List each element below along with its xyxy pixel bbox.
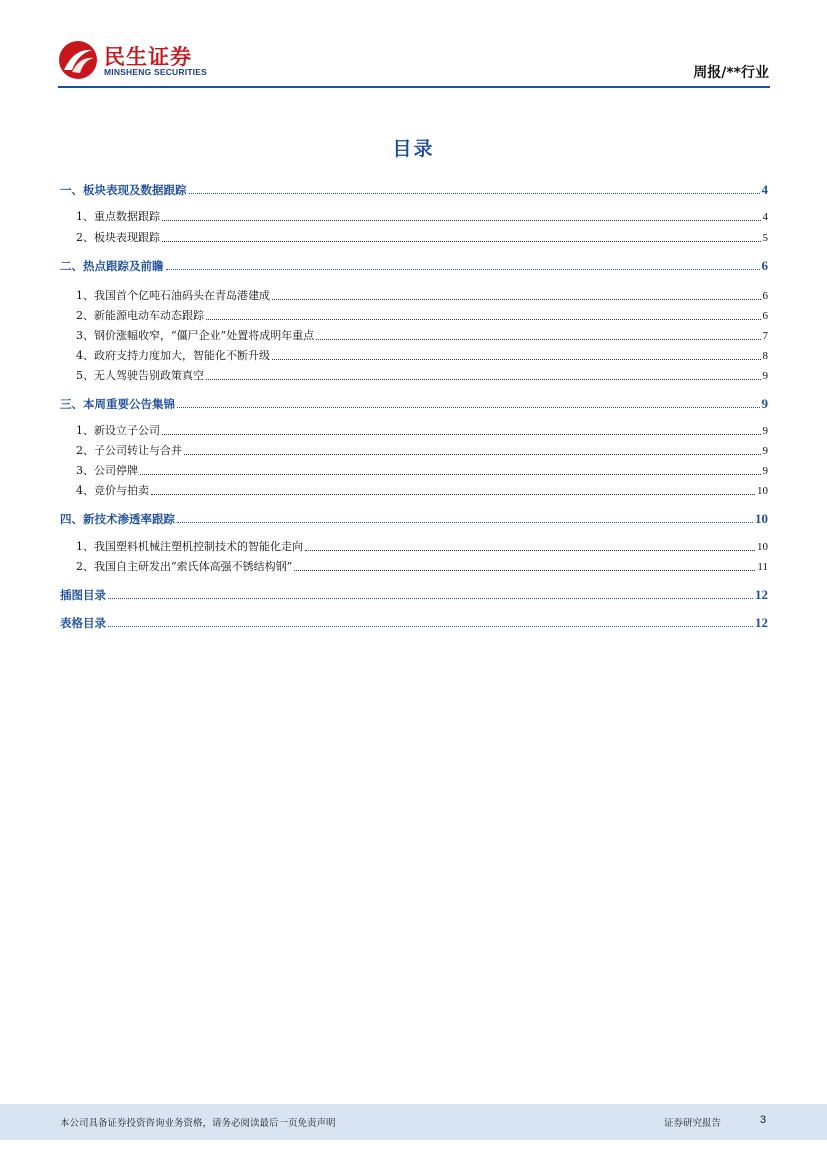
toc-entry-label: 三、本周重要公告集锦 <box>60 397 175 411</box>
toc-dot-leader <box>189 193 760 194</box>
toc-dot-leader <box>206 319 761 320</box>
toc-entry-page-number: 10 <box>757 485 768 497</box>
toc-dot-leader <box>184 454 761 455</box>
toc-entry-page-number: 4 <box>761 182 768 197</box>
toc-dot-leader <box>108 626 753 627</box>
toc-entry-page-number: 10 <box>757 541 768 553</box>
toc-entry-label: 四、新技术渗透率跟踪 <box>60 512 175 526</box>
toc-subsection-entry[interactable] <box>76 556 768 574</box>
report-type-label: 周报/**行业 <box>693 65 769 81</box>
toc-entry-page-number: 6 <box>762 290 768 302</box>
toc-entry-page-number: 9 <box>762 465 768 477</box>
toc-dot-leader <box>316 339 760 340</box>
toc-entry-label: 2、子公司转让与合并 <box>76 444 182 457</box>
toc-entry-page-number: 8 <box>762 350 768 362</box>
toc-entry-page-number: 7 <box>762 330 768 342</box>
toc-entry-page-number: 4 <box>762 211 768 223</box>
toc-dot-leader <box>206 379 761 380</box>
toc-entry-label: 3、公司停牌 <box>76 464 138 477</box>
toc-subsection-entry[interactable] <box>76 305 768 323</box>
toc-entry-label: 2、板块表现跟踪 <box>76 231 160 244</box>
footer-disclaimer: 本公司具备证券投资咨询业务资格，请务必阅读最后一页免责声明 <box>60 1118 336 1129</box>
toc-entry-page-number: 6 <box>761 258 768 273</box>
toc-subsection-entry[interactable] <box>76 460 768 478</box>
toc-entry-label: 一、板块表现及数据跟踪 <box>60 183 187 197</box>
toc-entry-label: 1、我国塑料机械注塑机控制技术的智能化走向 <box>76 540 303 553</box>
toc-entry-label: 表格目录 <box>60 616 106 630</box>
toc-entry-label: 1、新设立子公司 <box>76 424 160 437</box>
toc-entry-page-number: 9 <box>762 445 768 457</box>
toc-section-entry[interactable] <box>60 255 768 273</box>
toc-dot-leader <box>108 598 753 599</box>
toc-entry-label: 5、无人驾驶告别政策真空 <box>76 369 204 382</box>
toc-entry-label: 二、热点跟踪及前瞻 <box>60 259 164 273</box>
toc-subsection-entry[interactable] <box>76 480 768 498</box>
toc-section-entry[interactable] <box>60 508 768 526</box>
toc-dot-leader <box>177 522 753 523</box>
toc-dot-leader <box>294 570 755 571</box>
toc-dot-leader <box>166 269 760 270</box>
toc-title: 目录 <box>392 138 435 160</box>
toc-subsection-entry[interactable] <box>76 420 768 438</box>
toc-entry-page-number: 6 <box>762 310 768 322</box>
toc-dot-leader <box>140 474 761 475</box>
toc-entry-label: 3、钢价涨幅收窄，“僵尸企业”处置将成明年重点 <box>76 329 315 342</box>
toc-entry-label: 2、我国自主研发出“索氏体高强不锈结构钢” <box>76 560 293 573</box>
toc-dot-leader <box>272 359 761 360</box>
toc-subsection-entry[interactable] <box>76 227 768 245</box>
toc-entry-page-number: 5 <box>762 232 768 244</box>
page-header <box>0 0 827 92</box>
toc-subsection-entry[interactable] <box>76 285 768 303</box>
toc-dot-leader <box>272 299 761 300</box>
toc-section-entry[interactable] <box>60 179 768 197</box>
toc-entry-page-number: 12 <box>755 615 768 630</box>
toc-subsection-entry[interactable] <box>76 536 768 554</box>
toc-section-entry[interactable] <box>60 612 768 630</box>
toc-entry-page-number: 11 <box>757 561 768 573</box>
toc-entry-page-number: 9 <box>762 370 768 382</box>
toc-dot-leader <box>177 407 760 408</box>
toc-dot-leader <box>162 220 761 221</box>
toc-dot-leader <box>151 494 755 495</box>
header-divider <box>58 86 770 88</box>
company-logo <box>58 40 218 82</box>
footer-document-type: 证券研究报告 <box>664 1118 722 1129</box>
toc-entry-page-number: 10 <box>755 511 768 526</box>
toc-subsection-entry[interactable] <box>76 440 768 458</box>
footer-page-number: 3 <box>760 1114 767 1126</box>
minsheng-logo-icon <box>58 40 98 80</box>
toc-entry-page-number: 12 <box>755 587 768 602</box>
page-footer <box>0 1104 827 1140</box>
toc-entry-label: 2、新能源电动车动态跟踪 <box>76 309 204 322</box>
logo-chinese-name: 民生证券 <box>104 45 192 69</box>
toc-entry-page-number: 9 <box>762 425 768 437</box>
toc-dot-leader <box>162 434 761 435</box>
toc-entry-page-number: 9 <box>761 396 768 411</box>
toc-entry-label: 1、我国首个亿吨石油码头在青岛港建成 <box>76 289 270 302</box>
toc-dot-leader <box>305 550 755 551</box>
toc-subsection-entry[interactable] <box>76 206 768 224</box>
toc-section-entry[interactable] <box>60 584 768 602</box>
toc-entry-label: 插图目录 <box>60 588 106 602</box>
toc-subsection-entry[interactable] <box>76 325 768 343</box>
logo-english-name: MINSHENG SECURITIES <box>104 67 207 77</box>
toc-dot-leader <box>162 241 761 242</box>
toc-entry-label: 4、政府支持力度加大，智能化不断升级 <box>76 349 270 362</box>
toc-subsection-entry[interactable] <box>76 345 768 363</box>
toc-section-entry[interactable] <box>60 393 768 411</box>
toc-entry-label: 1、重点数据跟踪 <box>76 210 160 223</box>
toc-entry-label: 4、竞价与拍卖 <box>76 484 149 497</box>
toc-subsection-entry[interactable] <box>76 365 768 383</box>
